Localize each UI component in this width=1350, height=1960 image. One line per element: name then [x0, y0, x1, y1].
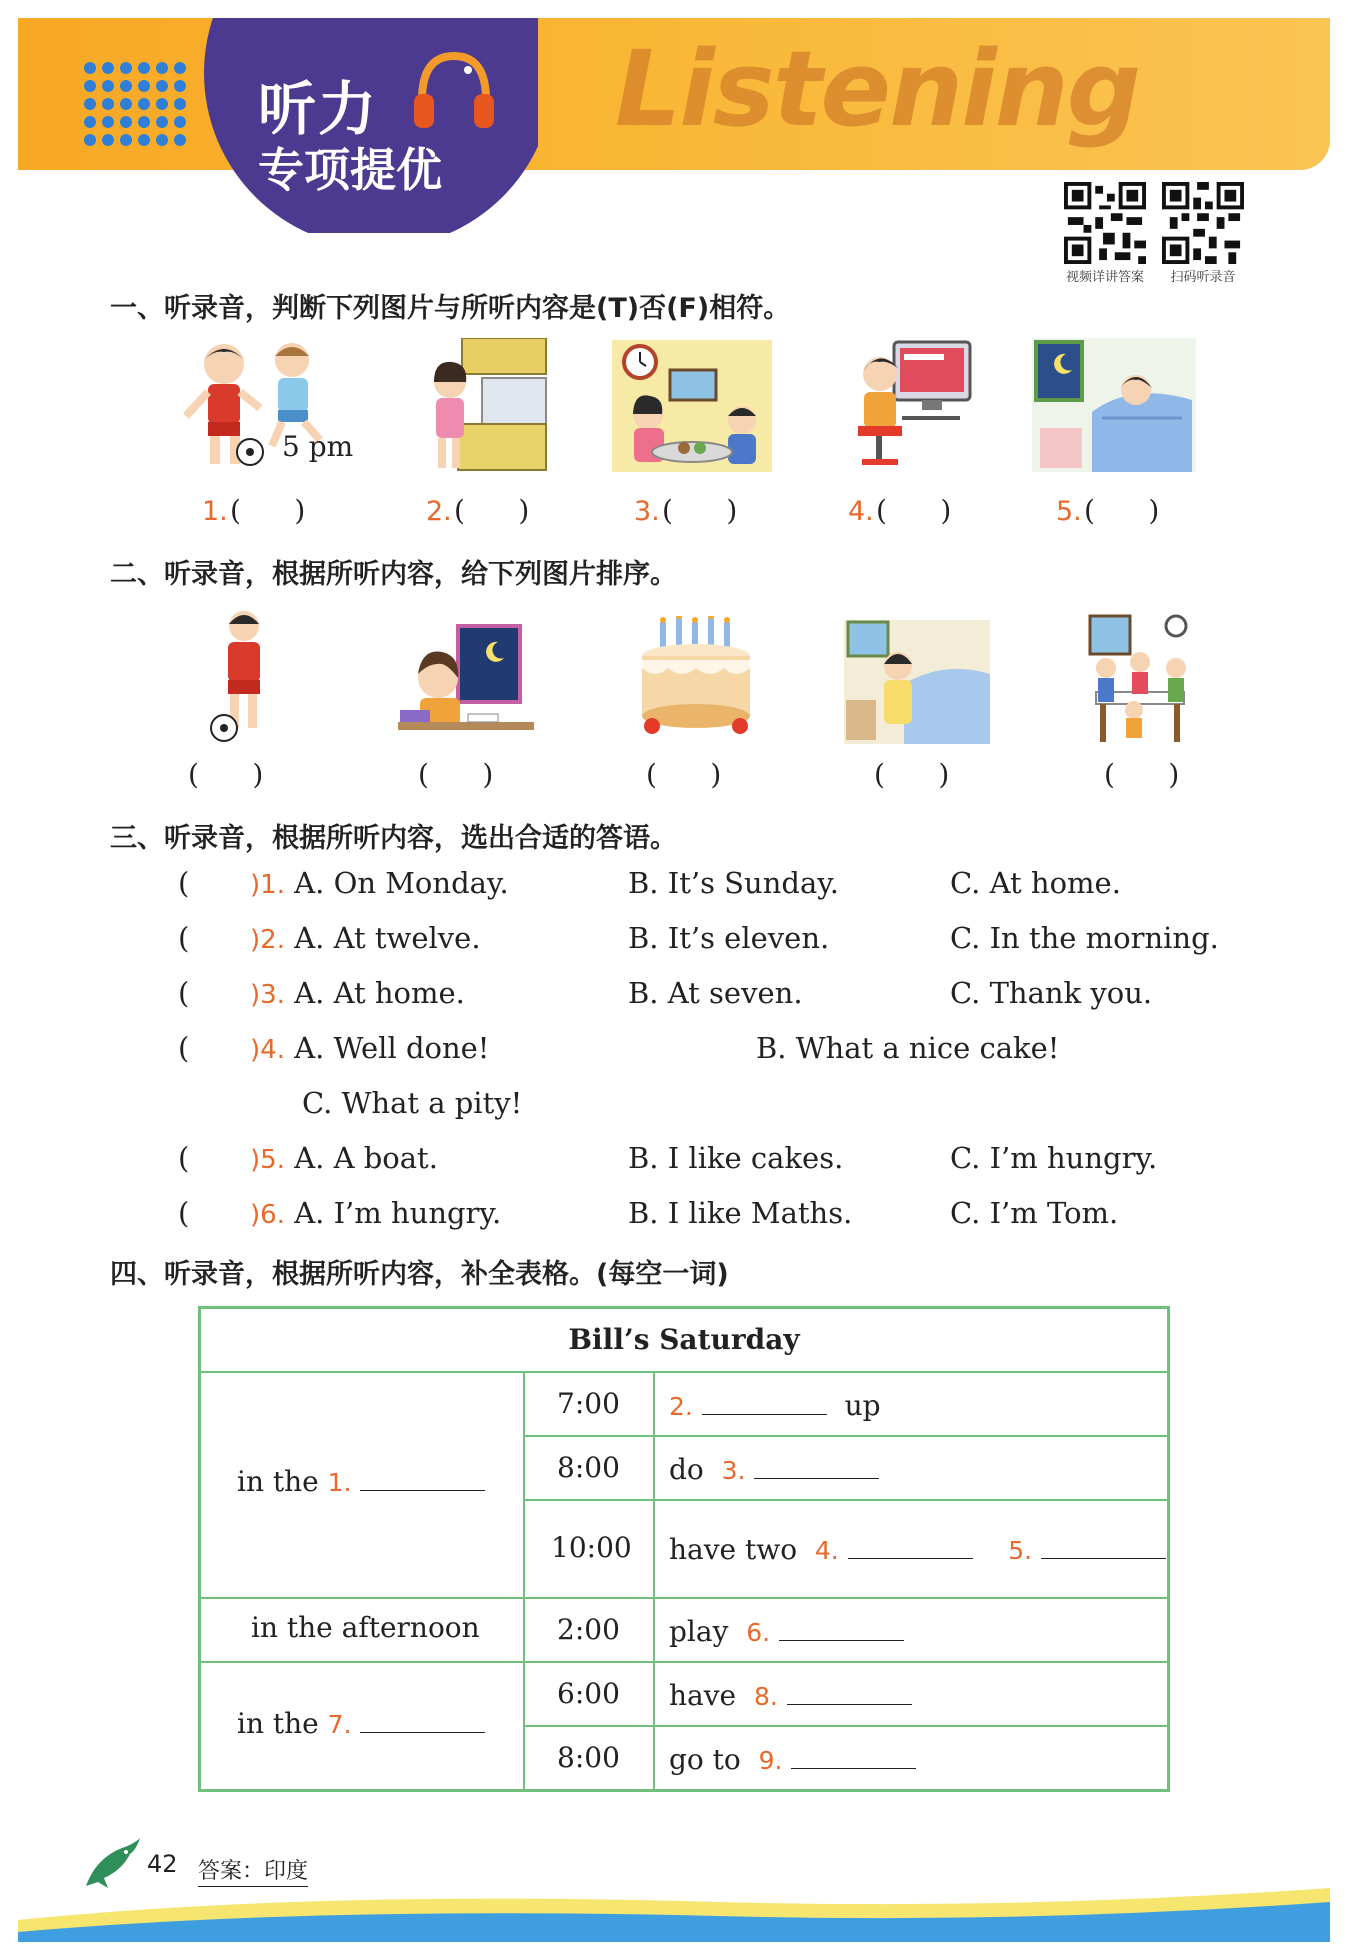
- question-row: ( )1. A. On Monday.: [178, 866, 509, 900]
- activity-cell: have 8.: [669, 1679, 912, 1712]
- item-number: 4.: [848, 496, 874, 527]
- option-c[interactable]: C. I’m Tom.: [950, 1196, 1119, 1230]
- option-b[interactable]: B. It’s Sunday.: [628, 866, 840, 900]
- fill-blank[interactable]: [360, 1468, 485, 1491]
- time-cell: 6:00: [557, 1677, 620, 1710]
- fill-blank[interactable]: [702, 1392, 827, 1415]
- answer-blank[interactable]: ( ): [230, 494, 306, 527]
- qr-caption: 扫码听录音: [1170, 270, 1236, 285]
- answer-blank[interactable]: ( ): [1084, 494, 1160, 527]
- activity-cell: go to 9.: [669, 1743, 916, 1776]
- option-c[interactable]: C. In the morning.: [950, 921, 1219, 955]
- boy-at-computer-icon: [842, 338, 976, 472]
- qr-code-icon: [1064, 182, 1146, 264]
- item-number: 2.: [426, 496, 452, 527]
- dot-pattern-icon: [82, 60, 202, 148]
- option-b[interactable]: B. What a nice cake!: [756, 1031, 1060, 1065]
- option-b[interactable]: B. I like cakes.: [628, 1141, 844, 1175]
- answer-blank[interactable]: (: [178, 1141, 190, 1175]
- time-label: 5 pm: [282, 430, 354, 463]
- item-number: 3.: [634, 496, 660, 527]
- page-number: 42: [147, 1850, 178, 1878]
- answer-blank[interactable]: ( ): [454, 494, 530, 527]
- activity-cell: play 6.: [669, 1615, 904, 1648]
- question-row: ( )4. A. Well done!: [178, 1031, 490, 1065]
- question-row: ( )5. A. A boat.: [178, 1141, 438, 1175]
- girl-sleeping-in-bed-icon: [1032, 338, 1196, 472]
- girl-getting-up-icon: [844, 620, 990, 744]
- order-blank[interactable]: ( ): [418, 758, 494, 791]
- birthday-cake-icon: [636, 616, 756, 740]
- order-blank[interactable]: ( ): [188, 758, 264, 791]
- answer-blank[interactable]: (: [178, 866, 190, 900]
- qr-video-answer[interactable]: [1062, 182, 1148, 285]
- fill-blank[interactable]: [848, 1536, 973, 1559]
- time-cell: 10:00: [551, 1531, 632, 1564]
- order-blank[interactable]: ( ): [1104, 758, 1180, 791]
- period-morning: in the 1.: [237, 1465, 485, 1498]
- header-subtitle-cn: 专项提优: [258, 143, 442, 197]
- option-c[interactable]: C. At home.: [950, 866, 1121, 900]
- fill-blank[interactable]: [754, 1456, 879, 1479]
- header-title-cn: 听力: [258, 75, 379, 143]
- question-row: ( )3. A. At home.: [178, 976, 465, 1010]
- answer-blank[interactable]: ( ): [662, 494, 738, 527]
- option-c[interactable]: C. Thank you.: [950, 976, 1153, 1010]
- time-cell: 7:00: [557, 1387, 620, 1420]
- option-c[interactable]: C. I’m hungry.: [950, 1141, 1158, 1175]
- section1-title: 一、听录音，判断下列图片与所听内容是(T)否(F)相符。: [110, 293, 791, 324]
- fill-blank[interactable]: [791, 1746, 916, 1769]
- section4-title: 四、听录音，根据所听内容，补全表格。(每空一词): [110, 1259, 729, 1290]
- option-b[interactable]: B. It’s eleven.: [628, 921, 830, 955]
- family-dinner-icon: [1084, 612, 1196, 746]
- option-b[interactable]: B. I like Maths.: [628, 1196, 853, 1230]
- period-evening: in the 7.: [237, 1707, 485, 1740]
- activity-cell: do 3.: [669, 1453, 879, 1486]
- children-eating-dinner-icon: [612, 340, 772, 472]
- answer-blank[interactable]: (: [178, 1031, 190, 1065]
- answer-blank[interactable]: (: [178, 1196, 190, 1230]
- section2-title: 二、听录音，根据所听内容，给下列图片排序。: [110, 559, 677, 590]
- fill-blank[interactable]: [787, 1682, 912, 1705]
- section3-title: 三、听录音，根据所听内容，选出合适的答语。: [110, 823, 677, 854]
- answer-blank[interactable]: (: [178, 921, 190, 955]
- period-afternoon: in the afternoon: [251, 1611, 480, 1644]
- answer-note: 答案：印度: [198, 1854, 308, 1887]
- activity-cell: have two 4. 5.: [669, 1533, 1166, 1566]
- order-blank[interactable]: ( ): [646, 758, 722, 791]
- activity-cell: 2. up: [669, 1389, 881, 1422]
- time-cell: 2:00: [557, 1613, 620, 1646]
- question-row: ( )2. A. At twelve.: [178, 921, 481, 955]
- option-c[interactable]: C. What a pity!: [302, 1086, 523, 1120]
- fill-blank[interactable]: [360, 1710, 485, 1733]
- boy-with-football-icon: [204, 608, 276, 746]
- table-title: Bill’s Saturday: [568, 1323, 800, 1356]
- item-number: 1.: [202, 496, 228, 527]
- option-b[interactable]: B. At seven.: [628, 976, 803, 1010]
- girl-in-kitchen-icon: [422, 338, 548, 472]
- time-cell: 8:00: [557, 1451, 620, 1484]
- fill-blank[interactable]: [779, 1618, 904, 1641]
- qr-listen-audio[interactable]: [1160, 182, 1246, 285]
- answer-blank[interactable]: ( ): [876, 494, 952, 527]
- girl-doing-homework-icon: [398, 622, 534, 746]
- footer-wave: [18, 1880, 1330, 1942]
- qr-code-icon: [1162, 182, 1244, 264]
- order-blank[interactable]: ( ): [874, 758, 950, 791]
- fill-blank[interactable]: [1041, 1536, 1166, 1559]
- header-title-en: Listening: [615, 28, 1140, 150]
- schedule-table: [198, 1306, 1170, 1792]
- answer-blank[interactable]: (: [178, 976, 190, 1010]
- headphone-icon: [410, 48, 498, 138]
- time-cell: 8:00: [557, 1741, 620, 1774]
- item-number: 5.: [1056, 496, 1082, 527]
- question-row: ( )6. A. I’m hungry.: [178, 1196, 502, 1230]
- qr-caption: 视频详讲答案: [1065, 270, 1144, 285]
